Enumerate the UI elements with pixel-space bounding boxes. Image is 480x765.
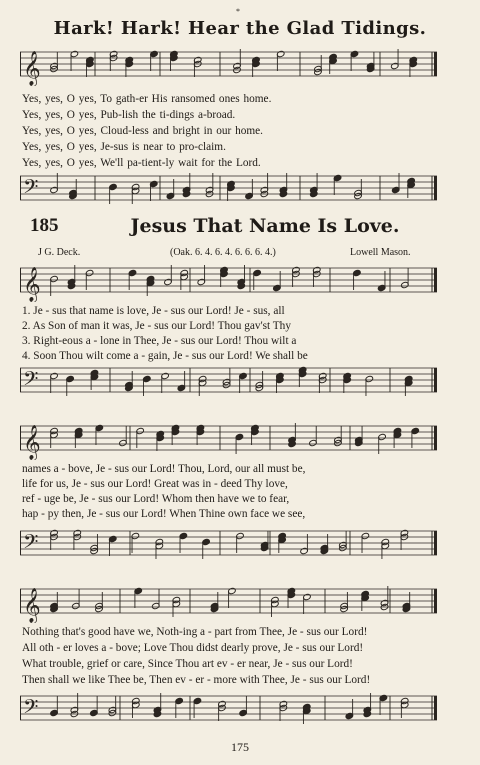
hymn-185-s3-line-2: All oth - er loves a - bove; Love Thou didst dearly prove, Je - sus our Lord!: [22, 642, 364, 654]
hymn-184-line-2: Yes, yes, O yes, Pub-lish the ti-dings a-broad.: [22, 109, 236, 121]
page-number: 175: [231, 740, 249, 754]
staff-185-s2-bass: [20, 525, 437, 558]
svg-text:𝄞: 𝄞: [23, 51, 41, 86]
hymn-184-line-4: Yes, yes, O yes, Je-sus is near to pro-claim.: [22, 141, 226, 153]
hymn-185-s2-line-1: names a - bove, Je - sus our Lord! Thou, Lord, our all must be,: [22, 463, 306, 475]
staff-184-treble: [20, 46, 437, 86]
hymn-185-s3-line-4: Then shall we like Thee be, Then ev - er - more with Thee, Je - sus our Lord!: [22, 674, 371, 686]
hymn-185-s3-line-3: What trouble, grief or care, Since Thou art ev - er near, Je - sus our Lord!: [22, 658, 353, 670]
svg-text:𝄢: 𝄢: [23, 175, 39, 203]
hymn-185-number: 185: [30, 215, 59, 236]
hymn-185-s2-line-4: hap - py then, Je - sus our Lord! When Thine own face we see,: [22, 508, 306, 520]
staff-185-s3-bass: [20, 690, 437, 723]
hymn-185-s1-line-3: 3. Right-eous a - lone in Thee, Je - sus our Lord! Thou wilt a: [22, 335, 297, 347]
staff-185-s3-treble: [20, 583, 437, 623]
svg-text:𝄞: 𝄞: [23, 267, 41, 302]
staff-185-s2-treble: [20, 420, 437, 460]
hymn-184-line-3: Yes, yes, O yes, Cloud-less and bright in our home.: [22, 125, 263, 137]
staff-185-s1-bass: [20, 362, 437, 395]
hymn-185-s3-line-1: Nothing that's good have we, Noth-ing a - part from Thee, Je - sus our Lord!: [22, 626, 368, 638]
svg-text:𝄢: 𝄢: [23, 695, 39, 723]
svg-text:𝄞: 𝄞: [23, 588, 41, 623]
hymn-185-s2-line-2: life for us, Je - sus our Lord! Great was in - deed Thy love,: [22, 478, 288, 490]
top-ornament: *: [236, 7, 240, 16]
hymn-185-author: J G. Deck.: [38, 247, 81, 258]
svg-text:𝄢: 𝄢: [23, 367, 39, 395]
svg-text:𝄞: 𝄞: [23, 425, 41, 460]
staff-184-bass: [20, 170, 437, 203]
hymn-184-line-1: Yes, yes, O yes, To gath-er His ransomed ones home.: [22, 93, 272, 105]
svg-text:𝄢: 𝄢: [23, 530, 39, 558]
hymn-185-title: Jesus That Name Is Love.: [130, 215, 400, 237]
hymn-185-s1-line-1: 1. Je - sus that name is love, Je - sus our Lord! Je - sus, all: [22, 305, 285, 317]
hymn-185-composer: Lowell Mason.: [350, 247, 411, 258]
hymn-185-meter: (Oak. 6. 4. 6. 4. 6. 6. 6. 4.): [170, 247, 276, 258]
staff-185-s1-treble: [20, 262, 437, 302]
hymn-185-s1-line-2: 2. As Son of man it was, Je - sus our Lord! Thou gav'st Thy: [22, 320, 291, 332]
hymn-184-title: Hark! Hark! Hear the Glad Tidings.: [53, 18, 427, 39]
hymn-185-s1-line-4: 4. Soon Thou wilt come a - gain, Je - sus our Lord! We shall be: [22, 350, 308, 362]
hymn-185-s2-line-3: ref - uge be, Je - sus our Lord! Whom then have we to fear,: [22, 493, 290, 505]
hymn-184-line-5: Yes, yes, O yes, We'll pa-tient-ly wait for the Lord.: [22, 157, 261, 169]
